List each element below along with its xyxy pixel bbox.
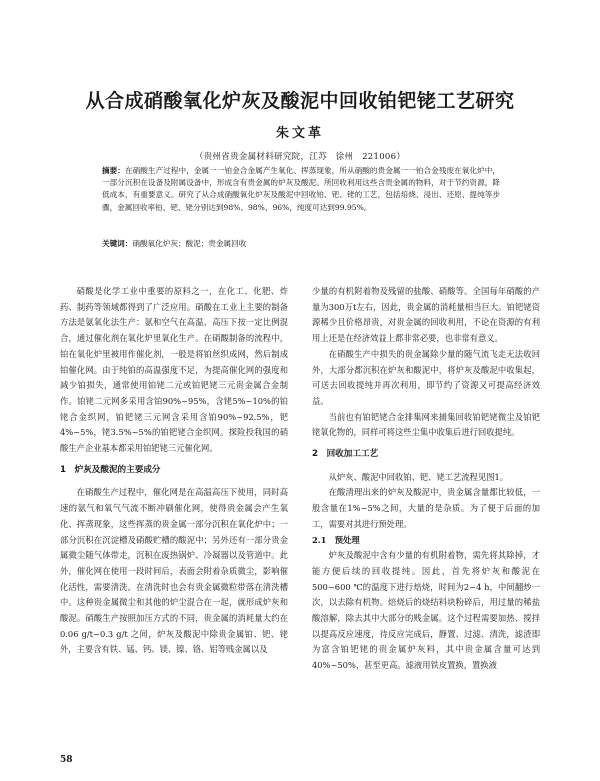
section-1-paragraph: 在硝酸生产过程中，催化网是在高温高压下使用，同时高速的氨气和氧气气流不断冲刷催化网，使得贵金属会产生氧化、挥蒸现象，这些挥蒸的贵金属一部分沉积在氧化炉中；一部分沉积在沉淀槽及硝酸贮槽的酸泥中；另外还有一部分贵金属微尘随气体带走，沉积在废热锅炉、冷凝器以及管道中。此外，催化网在使用一段时间后，表面会附着杂质微尘，影响催化活性，需要清洗。在清洗时也会有贵金属微粒带落在清洗槽中。这种贵金属微尘和其他的炉尘混合在一起，就形成炉灰和酸泥。硝酸生产按照加压方式的不同，贵金属的消耗量大约在0.06 g/t~0.3 g/t 之间，炉灰及酸泥中除贵金属铂、钯、铑外，主要含有铁、锰、钙、镁、镍、铬、铝等贱金属以及 [60, 487, 288, 655]
left-column [60, 284, 288, 658]
right-column [312, 284, 540, 674]
paragraph-loss-recovery: 在硝酸生产中损失的贵金属除少量的随气流飞走无法收回外，大部分都沉积在炉灰和酸泥中，将炉灰及酸泥中收集起，可送去回收提纯并再次利用，即节约了资源又可提高经济效益。 [312, 348, 540, 406]
section-2-heading: 2 回收加工工艺 [312, 449, 379, 460]
author-name: 朱文革 [275, 126, 324, 141]
abstract-label: 摘要： [102, 166, 125, 175]
keywords [102, 238, 500, 250]
continued-paragraph: 少量的有机附着物及残留的盐酸、硝酸等。全国每年硝酸的产量为300万t左右，因此，贵金属的消耗量相当巨大。铂钯铑资源稀少且价格昂贵，对贵金属的回收利用，不论在资源的有利用上还是在经济效益上都非常必要，也非常有意义。 [312, 286, 540, 344]
subsection-2-1-heading: 2.1 预处理 [312, 534, 360, 545]
keywords-label: 关键词： [102, 239, 133, 248]
section-2-paragraph: 在酸清理出来的炉灰及酸泥中，贵金属含量都比较低，一般含量在1%~5%之间，大量的是杂质。为了便于后面的加工，需要对其进行预处理。 [312, 487, 540, 529]
section-2-intro: 从炉灰、酸泥中回收铂、钯、铑工艺流程见图1。 [328, 471, 509, 482]
paragraph-catch-net: 当前也有铂钯铑合金排集网来捕集回收铂钯铑微尘及铂钯铑氧化物的，同样可将这些尘集中收集后进行回收提纯。 [312, 411, 540, 438]
subsection-2-1-paragraph: 炉灰及酸泥中含有少量的有机附着物，需先将其除掉，才能方便后续的回收提纯。因此，首先将炉灰和酸泥在500~600 ℃的温度下进行焙烧，时间为2~4 h，中间翻炒一次，以去除有机物。焙烧后的烧结料块粉碎后，用过量的稀盐酸溶解，除去其中大部分的贱金属。这个过程需要加热、搅拌以提高反应速度，待反应完成后，静置、过滤、清洗，滤渣即为富含铂钯铑的贵金属炉灰料，其中贵金属含量可达到40%~50%，甚至更高。滤液用铁皮置换，置换液 [312, 550, 540, 671]
abstract [102, 165, 500, 214]
abstract-text: 在硝酸生产过程中，金属一一铂金合金属产生氧化、挥蒸现象，所从硝酸的贵金属一一铂合金残废在氧化炉中，一部分沉积在设备及附属设备中，形成含有贵金属的炉灰及酸泥。所回收利用这些含贵金属的物料，对于节约资源，降低成本，有重要意义。研究了从合成硝酸氧化炉灰及酸泥中回收铂、钯、铑的工艺，包括焙烧、浸出、还原、提纯等步骤，金属回收率铂、钯、铑分别达到98%、98%、96%，纯度可达到99.95%。 [102, 166, 500, 212]
intro-paragraph: 硝酸是化学工业中重要的原料之一，在化工、化肥、炸药、制药等领域都得到了广泛应用。硝酸在工业上主要的制备方法是氨氧化法生产：氨和空气在高温、高压下按一定比例混合，通过催化剂在氧化炉里氧化生产。在硝酸制备的流程中，铂在氧化炉里被用作催化剂，一般是将铂丝织成网，然后制成铂催化网。由于纯铂的高温强度不足，为提高催化网的强度和减少铂损失，通常使用铂铑二元或铂钯铑三元贵金属合金制作。铂铑二元网多采用含铂90%~95%，含铑5%~10%的铂铑合金织网，铂钯铑三元网含采用含铂90%~92.5%，钯4%~5%，铑3.5%~5%的铂钯铑合金织网。探险投我国的硝酸生产企业基本都采用铂钯铑三元催化网。 [60, 286, 288, 454]
section-1-heading: 1 炉灰及酸泥的主要成分 [60, 464, 161, 475]
author-affiliation: （贵州省贵金属材料研究院，江苏 徐州 221006） [194, 152, 406, 162]
keywords-text: 硝酸氧化炉灰；酸泥；贵金属回收 [132, 239, 247, 248]
paper-title: 从合成硝酸氧化炉灰及酸泥中回收铂钯铑工艺研究 [85, 90, 515, 112]
page-number: 58 [60, 755, 73, 765]
